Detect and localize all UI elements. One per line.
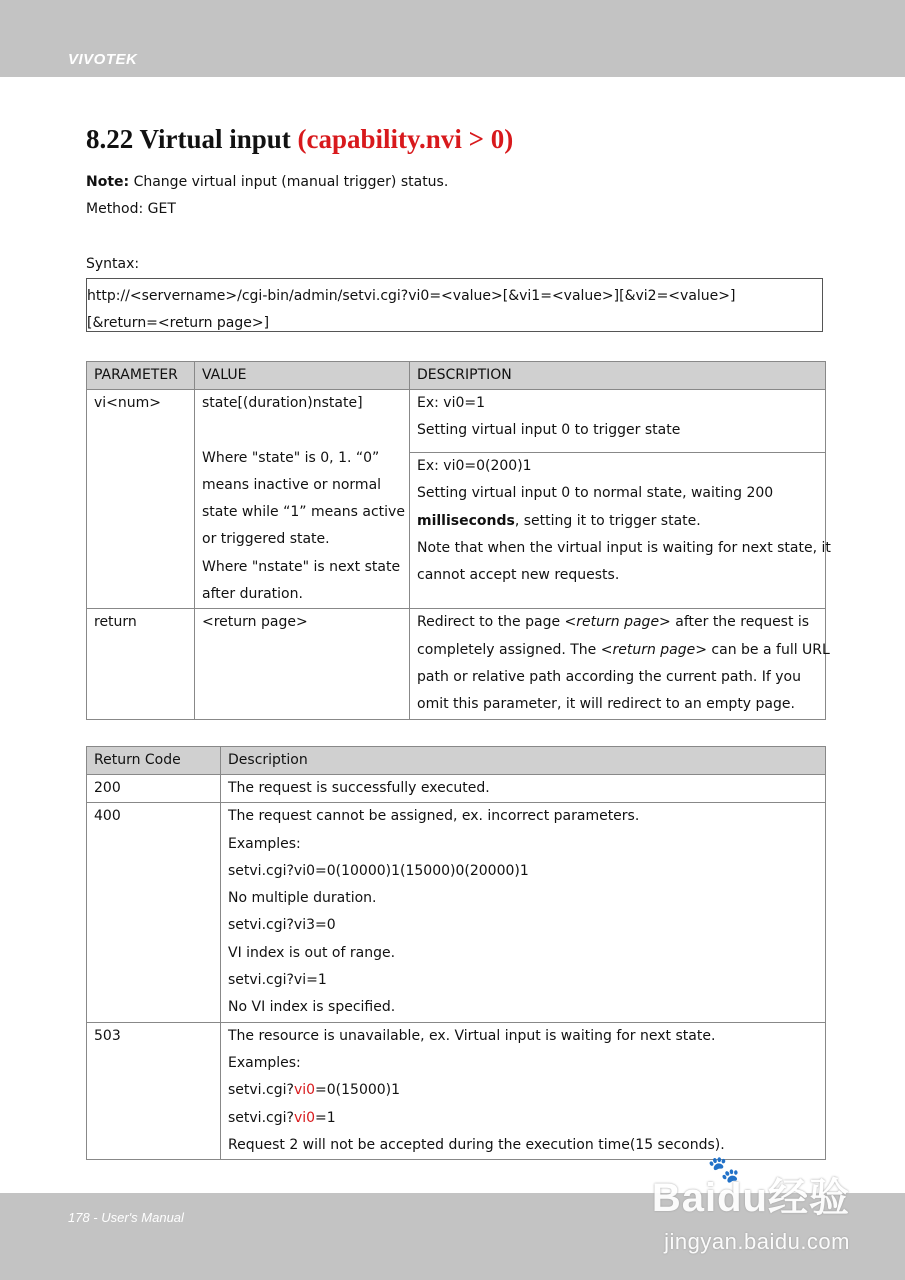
brand-logo: VIVOTEK: [68, 51, 138, 68]
return-table-header: [87, 747, 826, 775]
watermark-logo: Baidu经验: [651, 1176, 850, 1220]
param-vi-num: vi<num>: [87, 390, 195, 609]
return-desc-400: [221, 803, 826, 1022]
desc-line: setvi.cgi?vi0=0(10000)1(15000)0(20000)1: [228, 862, 529, 879]
desc-text: completely assigned. The: [417, 641, 601, 658]
desc-line: Ex: vi0=0(200)1: [417, 458, 532, 475]
note-text: Change virtual input (manual trigger) status.: [129, 174, 449, 190]
desc-text: after the request is: [670, 614, 810, 631]
desc-line: No multiple duration.: [228, 890, 377, 907]
desc-vi-example-a: [410, 390, 826, 453]
table-row: [87, 1022, 826, 1159]
desc-line: VI index is out of range.: [228, 944, 396, 961]
desc-line: [228, 1105, 825, 1132]
desc-line: Setting virtual input 0 to normal state, waiting 200: [417, 485, 774, 502]
value-vi-num: [195, 390, 410, 609]
table-row: [87, 803, 826, 1022]
desc-line: setvi.cgi?vi3=0: [228, 917, 336, 934]
desc-line: The resource is unavailable, ex. Virtual input is waiting for next state.: [228, 1027, 716, 1044]
value-line: state[(duration)nstate]: [202, 395, 363, 411]
note-label: Note:: [86, 174, 130, 190]
value-line: after duration.: [202, 586, 303, 603]
desc-line: cannot accept new requests.: [417, 567, 620, 584]
desc-line: Note that when the virtual input is waiting for next state, it: [417, 540, 831, 557]
syntax-line-2: [&return=<return page>]: [87, 315, 270, 331]
desc-return: [410, 609, 830, 719]
desc-text: setvi.cgi?: [228, 1109, 294, 1126]
baidu-watermark: [651, 1154, 850, 1255]
value-line: Where "nstate" is next state: [202, 558, 401, 575]
note-paragraph: [86, 174, 448, 190]
table-row: [87, 390, 826, 453]
desc-text: can be a full URL: [706, 641, 830, 658]
desc-text: setvi.cgi?: [228, 1082, 294, 1099]
desc-text: Redirect to the page: [417, 614, 565, 631]
desc-em: <return page>: [564, 614, 671, 631]
desc-text: , setting it to trigger state.: [514, 512, 701, 529]
desc-line: Request 2 will not be accepted during the execution time(15 seconds).: [228, 1136, 725, 1153]
desc-line: path or relative path according the current path. If you: [417, 668, 801, 685]
table-row: [87, 609, 826, 719]
parameter-table-header: [87, 362, 826, 390]
desc-line: The request cannot be assigned, ex. incorrect parameters.: [228, 808, 640, 825]
syntax-label: Syntax:: [86, 256, 140, 272]
milliseconds-bold: milliseconds: [417, 512, 515, 529]
desc-text: =1: [315, 1109, 336, 1126]
desc-line: [417, 508, 825, 535]
header-return-code: Return Code: [87, 747, 221, 775]
value-line: state while “1” means active: [202, 504, 405, 521]
return-code-200: 200: [87, 775, 221, 803]
header-description: Description: [221, 747, 826, 775]
value-line: or triggered state.: [202, 531, 330, 548]
param-return: return: [87, 609, 195, 719]
header-description: DESCRIPTION: [410, 362, 826, 390]
paw-icon: 🐾: [707, 1154, 740, 1184]
syntax-line-1: http://<servername>/cgi-bin/admin/setvi.cgi?vi0=<value>[&vi1=<value>][&vi2=<value>]: [87, 288, 736, 304]
footer-page-label: 178 - User's Manual: [68, 1210, 184, 1225]
value-return: <return page>: [195, 609, 410, 719]
return-desc-503: [221, 1022, 826, 1159]
method-text: Method: GET: [86, 201, 176, 217]
return-code-400: 400: [87, 803, 221, 1022]
syntax-box: [86, 278, 823, 332]
value-line: [202, 417, 409, 444]
desc-em: <return page>: [600, 641, 707, 658]
desc-line: Ex: vi0=1: [417, 395, 486, 411]
capability-label: (capability.nvi > 0): [297, 124, 514, 154]
value-line: means inactive or normal: [202, 476, 382, 493]
watermark-url: jingyan.baidu.com: [664, 1229, 850, 1254]
desc-vi-example-b: [410, 453, 831, 609]
desc-line: [228, 1077, 825, 1104]
vi0-highlight: vi0: [293, 1109, 316, 1126]
desc-line: Examples:: [228, 835, 301, 852]
desc-line: Examples:: [228, 1054, 301, 1071]
section-title: [86, 124, 513, 155]
section-number-title: 8.22 Virtual input: [86, 124, 291, 154]
return-desc-200: [221, 775, 826, 803]
desc-line: Setting virtual input 0 to trigger state: [417, 422, 681, 439]
desc-line: The request is successfully executed.: [228, 780, 490, 796]
vi0-highlight: vi0: [293, 1082, 316, 1099]
header-value: VALUE: [195, 362, 410, 390]
desc-line: [417, 609, 825, 636]
parameter-table: [86, 361, 831, 720]
desc-line: omit this parameter, it will redirect to an empty page.: [417, 696, 795, 713]
desc-line: No VI index is specified.: [228, 999, 396, 1016]
table-row: [87, 775, 826, 803]
return-code-503: 503: [87, 1022, 221, 1159]
desc-line: setvi.cgi?vi=1: [228, 972, 327, 989]
header-parameter: PARAMETER: [87, 362, 195, 390]
return-code-table: [86, 746, 826, 1160]
value-line: Where "state" is 0, 1. “0”: [202, 449, 380, 466]
desc-text: =0(15000)1: [315, 1082, 401, 1099]
desc-line: [417, 637, 830, 664]
